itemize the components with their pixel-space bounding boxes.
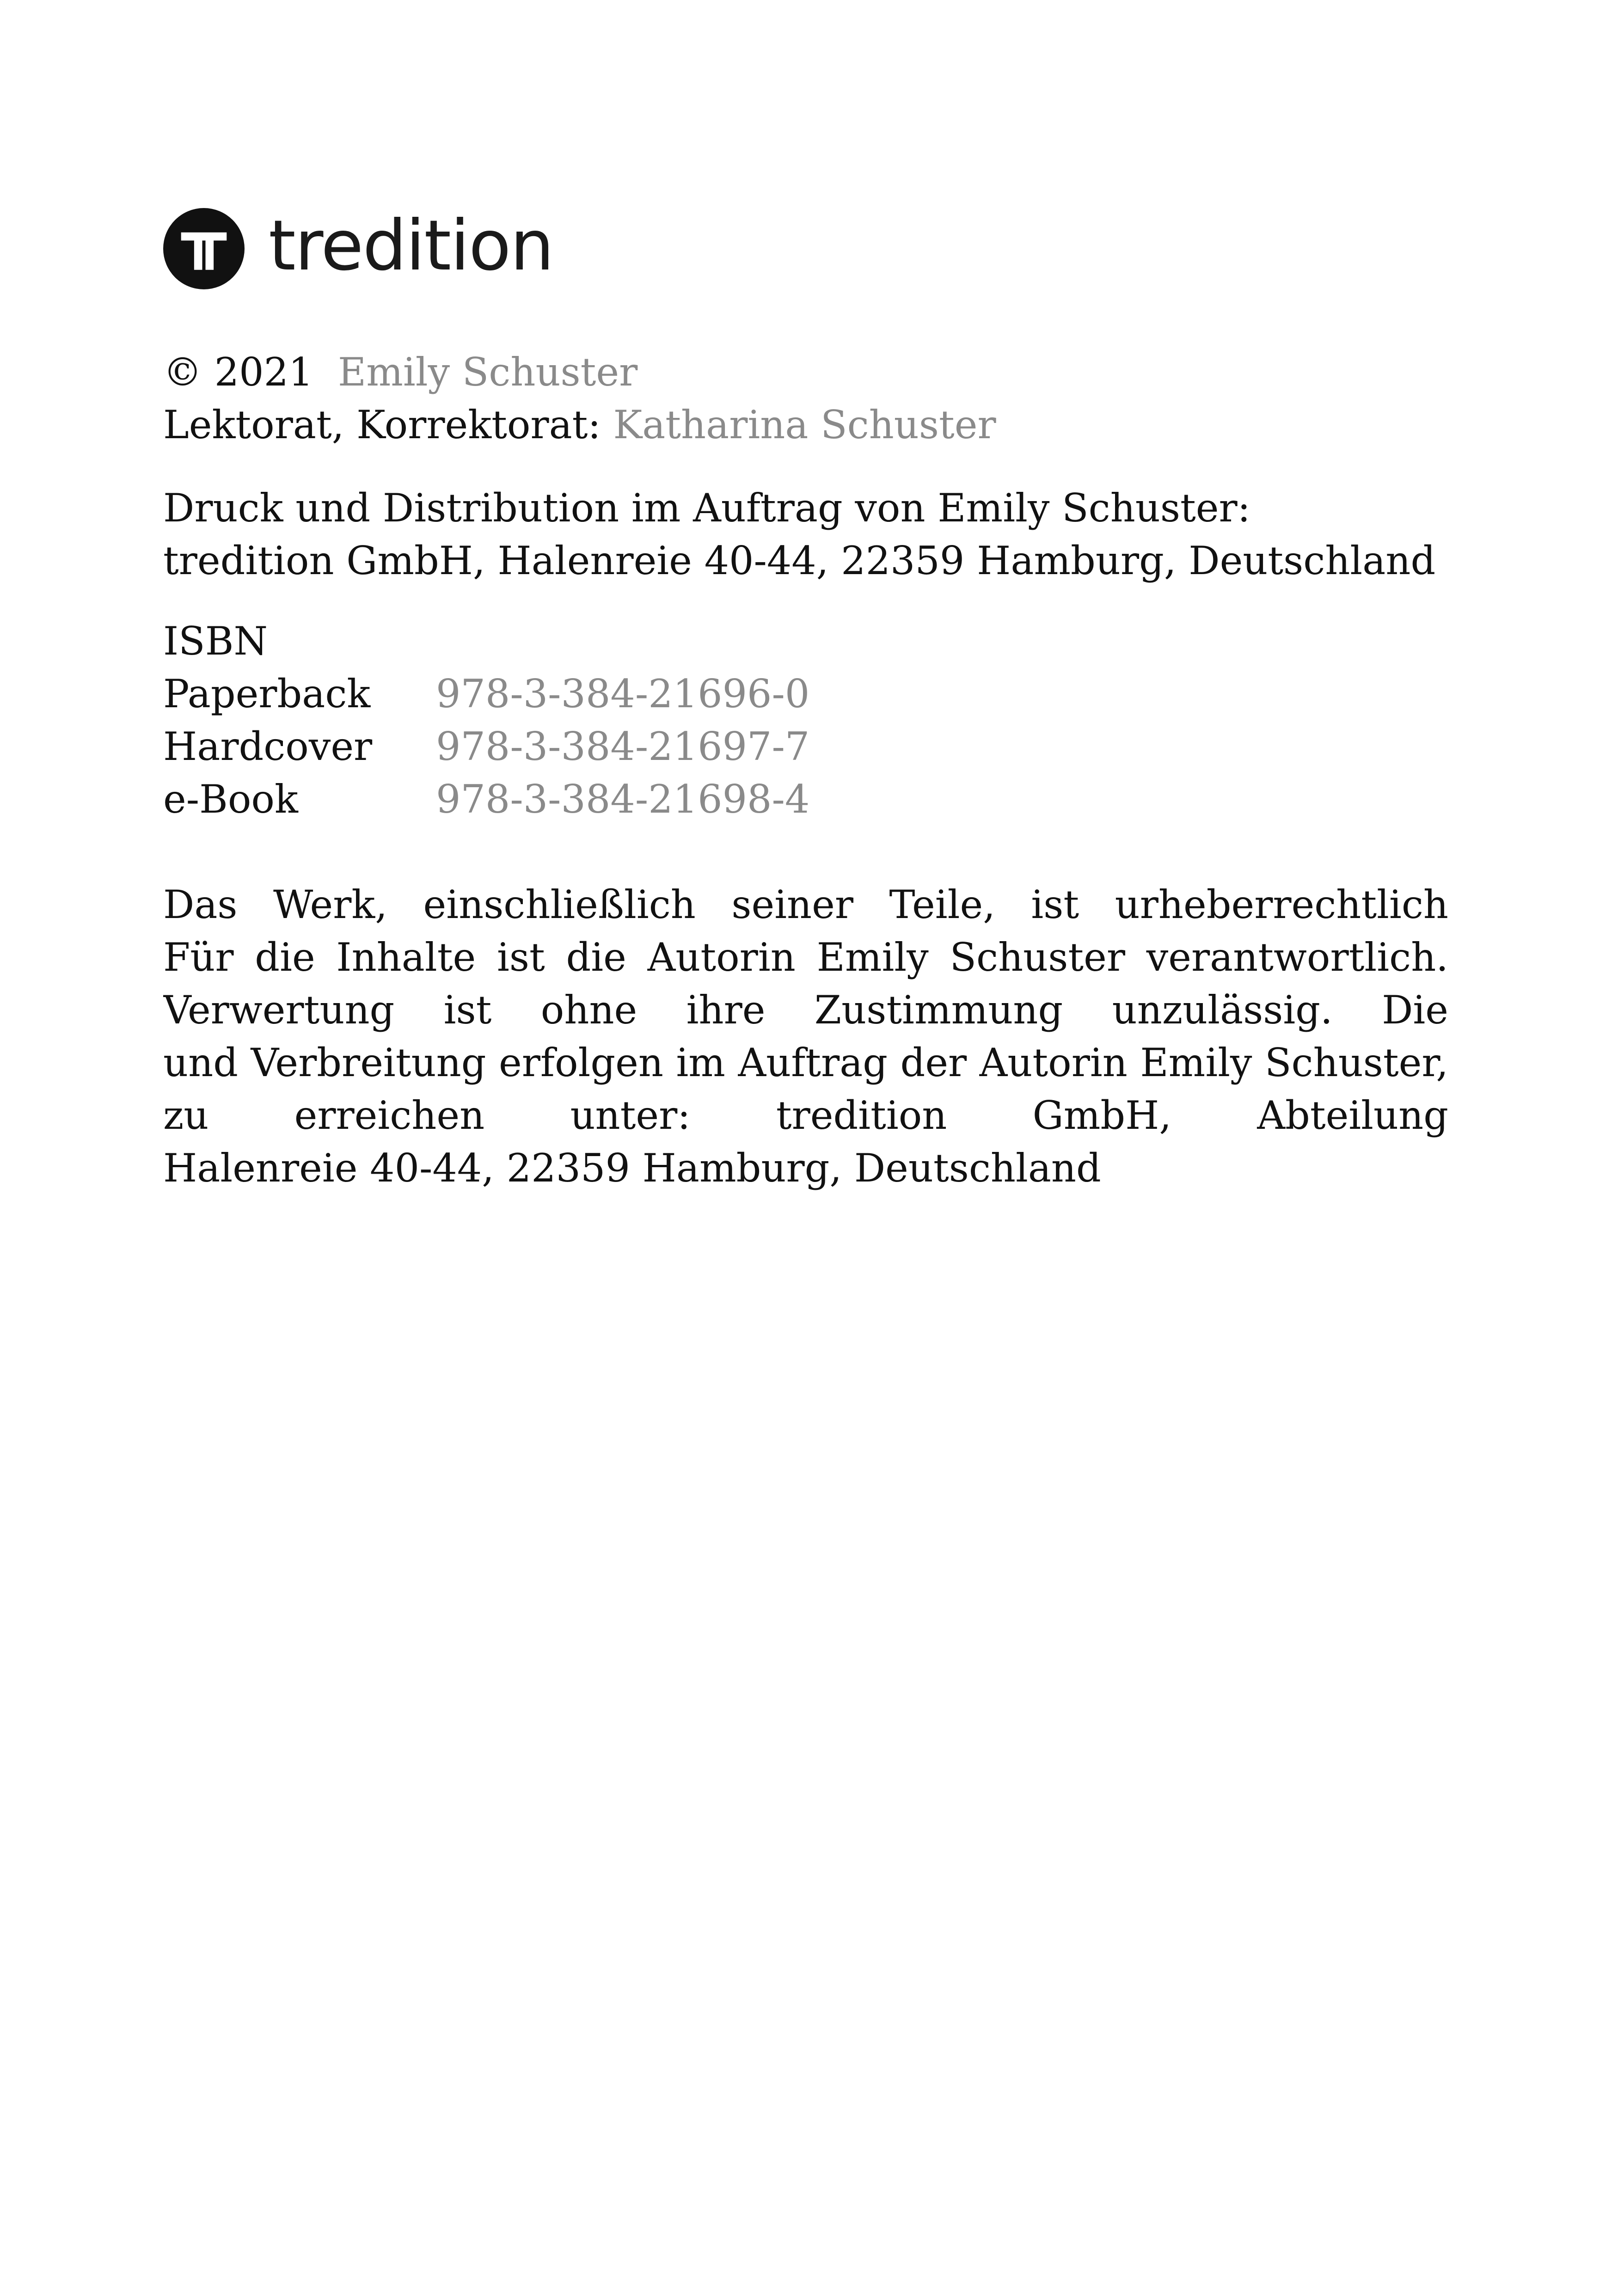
isbn-number: 978-3-384-21697-7 <box>436 724 810 769</box>
editing-label: Lektorat, Korrektorat: <box>163 402 601 447</box>
isbn-row <box>163 773 1458 826</box>
isbn-number: 978-3-384-21696-0 <box>436 671 810 716</box>
legal-line: und Verbreitung erfolgen im Auftrag der Autorin Emily Schuster, <box>163 1040 1448 1085</box>
isbn-heading: ISBN <box>163 618 268 664</box>
isbn-format-label: e-Book <box>163 777 298 822</box>
isbn-row <box>163 667 1458 720</box>
copyright-prefix: © 2021 <box>163 349 313 395</box>
isbn-number: 978-3-384-21698-4 <box>436 777 810 822</box>
copyright-author: Emily Schuster <box>337 349 638 395</box>
editing-line <box>163 398 1458 451</box>
isbn-format-label: Paperback <box>163 671 371 716</box>
editor-name: Katharina Schuster <box>613 402 996 447</box>
publisher-logo <box>163 207 553 290</box>
legal-line: Das Werk, einschließlich seiner Teile, ist urheberrechtlich <box>163 882 1448 927</box>
tredition-logo-icon <box>163 208 245 289</box>
legal-line: Für die Inhalte ist die Autorin Emily Schuster verantwortlich. <box>163 935 1448 980</box>
isbn-block <box>163 615 1458 826</box>
copyright-block <box>163 346 1458 451</box>
print-distribution-block <box>163 482 1458 587</box>
isbn-row <box>163 720 1458 773</box>
print-line-1: Druck und Distribution im Auftrag von Emily Schuster: <box>163 485 1250 531</box>
print-line-2: tredition GmbH, Halenreie 40-44, 22359 Hamburg, Deutschland <box>163 538 1436 583</box>
legal-line: Verwertung ist ohne ihre Zustimmung unzulässig. Die <box>163 987 1448 1033</box>
legal-line: zu erreichen unter: tredition GmbH, Abteilung <box>163 1093 1448 1138</box>
legal-line: Halenreie 40-44, 22359 Hamburg, Deutschland <box>163 1145 1101 1191</box>
copyright-line <box>163 346 1458 398</box>
logo-wordmark: tredition <box>269 206 553 286</box>
isbn-format-label: Hardcover <box>163 724 373 769</box>
legal-notice <box>163 878 1448 1194</box>
